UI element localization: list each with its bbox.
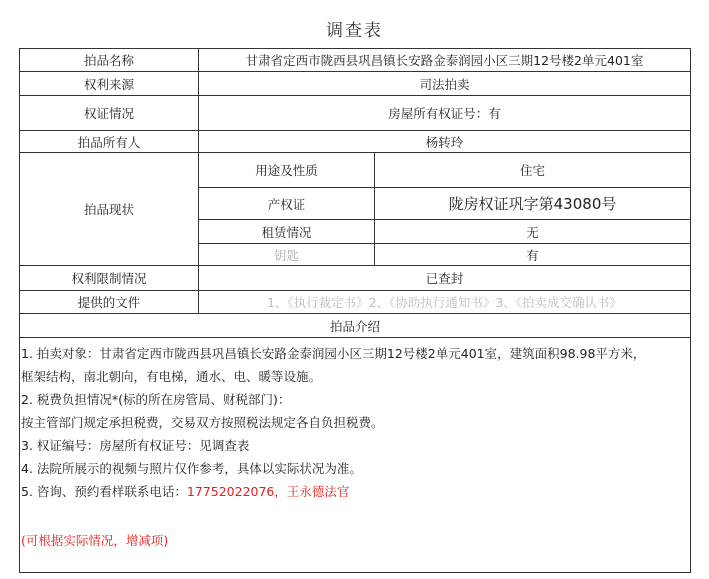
owner-value: 杨转玲 [199,131,691,153]
restriction-label: 权利限制情况 [20,266,199,291]
contact-prefix: 5. 咨询、预约看样联系电话： [21,484,187,499]
intro-line-4: 按主管部门规定承担税费，交易双方按照税法规定各自负担税费。 [21,415,384,430]
row-certificate [20,96,691,131]
intro-heading: 拍品介绍 [20,314,691,338]
lease-value: 无 [375,220,691,244]
rights-source-label: 权利来源 [20,72,199,96]
intro-line-7 [21,480,688,503]
property-right-label: 产权证 [199,188,375,220]
key-value: 有 [375,244,691,266]
documents-value: 1、《执行裁定书》2、《协助执行通知书》3、《拍卖成交确认书》 [199,291,691,314]
certificate-value: 房屋所有权证号：有 [199,96,691,131]
intro-line-6: 4. 法院所展示的视频与照片仅作参考，具体以实际状况为准。 [21,461,362,476]
key-label: 钥匙 [199,244,375,266]
intro-line-3: 2. 税费负担情况*(标的所在房管局、财税部门)： [21,392,291,407]
row-documents [20,291,691,314]
row-owner [20,131,691,153]
row-intro-body [20,338,691,573]
contact-phone-judge: 17752022076，王永德法官 [186,484,350,499]
intro-line-5: 3. 权证编号：房屋所有权证号：见调查表 [21,438,250,453]
property-right-value: 陇房权证巩字第43080号 [375,188,691,220]
owner-label: 拍品所有人 [20,131,199,153]
item-name-label: 拍品名称 [20,49,199,72]
row-restriction [20,266,691,291]
intro-line-2: 框架结构，南北朝向，有电梯，通水、电、暖等设施。 [21,369,322,384]
documents-label: 提供的文件 [20,291,199,314]
adjust-note: (可根据实际情况，增减项) [21,533,169,548]
usage-value: 住宅 [375,153,691,188]
status-label: 拍品现状 [20,153,199,266]
row-intro-heading [20,314,691,338]
lease-label: 租赁情况 [199,220,375,244]
row-rights-source [20,72,691,96]
row-item-name [20,49,691,72]
certificate-label: 权证情况 [20,96,199,131]
survey-table [19,48,691,573]
item-name-value: 甘肃省定西市陇西县巩昌镇长安路金泰润园小区三期12号楼2单元401室 [199,49,691,72]
row-status-usage [20,153,691,188]
intro-line-1: 1. 拍卖对象：甘肃省定西市陇西县巩昌镇长安路金泰润园小区三期12号楼2单元401室，建筑面积98.98平方米， [21,346,646,361]
rights-source-value: 司法拍卖 [199,72,691,96]
restriction-value: 已查封 [199,266,691,291]
page-title: 调查表 [326,21,383,41]
usage-label: 用途及性质 [199,153,375,188]
intro-body [20,338,691,573]
intro-spacer [21,503,688,529]
